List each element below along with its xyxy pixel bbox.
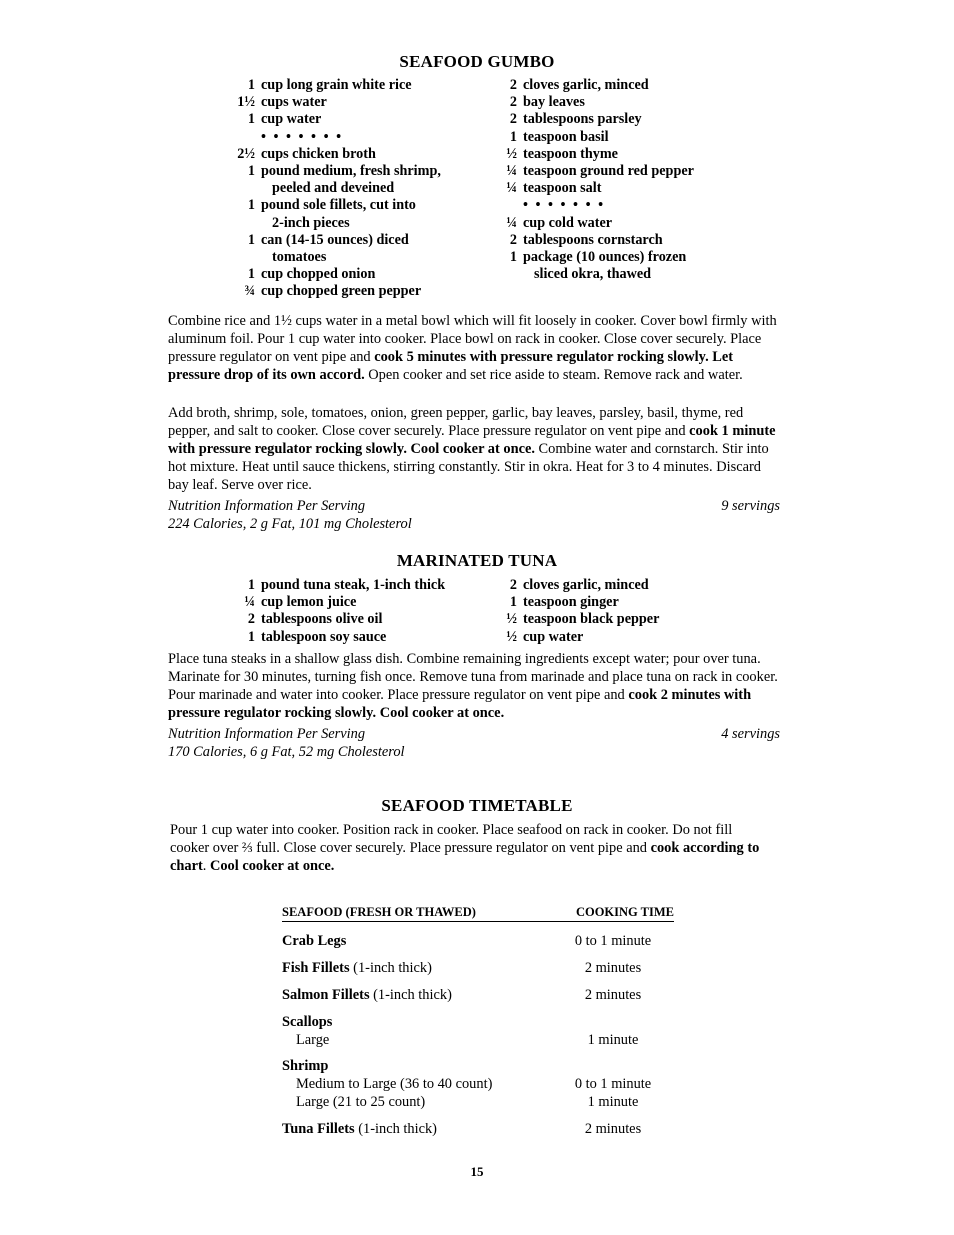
ingredient-row xyxy=(496,577,659,594)
ingredient-quantity: ¾ xyxy=(244,283,255,300)
ingredient-row xyxy=(496,232,694,249)
ingredient-text: cup water xyxy=(261,111,322,128)
ingredient-row xyxy=(496,180,694,197)
ingredient-quantity: 2 xyxy=(509,231,517,248)
cooking-time: 2 minutes xyxy=(584,960,642,976)
bold-instruction: cook 5 minutes with pressure regulator rocking slowly. Let pressure drop of its own accord. xyxy=(168,349,734,383)
ingredient-row xyxy=(496,146,694,163)
instruction-text: Combine water and cornstarch. Stir into hot mixture. Heat until sauce thickens, stirring constantly. Stir in okra. Heat for 3 to 4 minutes. Discard bay leaf. Serve over rice. xyxy=(168,441,769,493)
timetable-header-rule xyxy=(282,921,674,922)
ingredient-quantity: ½ xyxy=(506,628,517,645)
ingredient-text: 2-inch pieces xyxy=(272,214,350,231)
seafood-name xyxy=(282,1013,332,1031)
seafood-label: Tuna Fillets xyxy=(282,1121,355,1137)
seafood-size: Large xyxy=(296,1032,330,1048)
ingredient-text: teaspoon salt xyxy=(523,180,602,197)
cooking-time: 2 minutes xyxy=(584,1121,642,1137)
ingredient-text: teaspoon black pepper xyxy=(523,611,660,628)
col-time-header: COOKING TIME xyxy=(575,905,674,919)
ingredient-quantity: 1 xyxy=(247,628,255,645)
ingredient-row xyxy=(234,180,441,197)
ingredient-quantity: ¼ xyxy=(506,162,517,179)
tuna-instructions xyxy=(168,650,780,722)
ingredient-text: cup chopped onion xyxy=(261,266,376,283)
ingredient-row xyxy=(496,94,694,111)
ingredient-quantity: 2 xyxy=(509,94,517,111)
ingredient-row xyxy=(234,629,445,646)
instruction-text: . xyxy=(202,858,210,874)
ingredient-quantity: 1 xyxy=(247,577,255,593)
seafood-name xyxy=(282,1120,437,1138)
ingredient-text: teaspoon ground red pepper xyxy=(523,162,694,179)
timetable-instructions xyxy=(170,821,770,875)
ingredient-quantity: 1 xyxy=(509,128,517,145)
ingredient-quantity: 1½ xyxy=(237,94,255,111)
ingredient-quantity: 1 xyxy=(247,197,255,214)
ingredient-separator: • • • • • • • xyxy=(261,128,344,145)
ingredient-quantity: ½ xyxy=(506,145,517,162)
ingredient-row xyxy=(234,215,441,232)
ingredient-quantity: 2 xyxy=(247,611,255,628)
instruction-text: Place tuna steaks in a shallow glass dish. Combine remaining ingredients except water; pour over tuna. Marinate for 30 minutes, turning fish once. Remove tuna from marinade and place tuna on rack in cooker. Pour marinade and water into cooker. Place pressure regulator on vent pipe and xyxy=(168,651,778,703)
ingredient-text: cup chopped green pepper xyxy=(261,283,422,300)
ingredient-quantity: 1 xyxy=(509,248,517,265)
ingredient-quantity: 2 xyxy=(509,111,517,128)
seafood-label: Crab Legs xyxy=(282,933,347,949)
seafood-name xyxy=(282,932,346,950)
ingredient-row xyxy=(234,577,445,594)
ingredient-text: teaspoon ginger xyxy=(523,594,619,611)
ingredient-quantity: 1 xyxy=(247,162,255,179)
ingredient-text: pound sole fillets, cut into xyxy=(261,197,416,214)
servings: 4 servings xyxy=(721,726,780,742)
bold-instruction: Cool cooker at once. xyxy=(209,858,335,874)
ingredient-row xyxy=(234,163,441,180)
seafood-label: Fish Fillets xyxy=(282,960,350,976)
ingredient-text: cups chicken broth xyxy=(261,145,376,162)
ingredient-row xyxy=(496,129,694,146)
ingredient-text: cloves garlic, minced xyxy=(523,77,649,93)
ingredient-separator: • • • • • • • xyxy=(523,197,606,214)
cooking-time: 1 minute xyxy=(587,1032,639,1048)
ingredient-quantity: 1 xyxy=(247,111,255,128)
ingredient-text: package (10 ounces) frozen xyxy=(523,248,687,265)
ingredient-quantity xyxy=(496,266,517,283)
ingredient-quantity: 1 xyxy=(247,231,255,248)
ingredient-row xyxy=(234,266,441,283)
gumbo-instructions-2 xyxy=(168,404,780,494)
seafood-size: Medium to Large (36 to 40 count) xyxy=(296,1076,493,1092)
ingredient-row xyxy=(234,232,441,249)
nutrition-values: 224 Calories, 2 g Fat, 101 mg Cholesterol xyxy=(168,516,412,532)
ingredient-quantity xyxy=(496,197,517,214)
seafood-name xyxy=(282,986,452,1004)
seafood-note: (1-inch thick) xyxy=(369,987,452,1003)
ingredient-text: teaspoon thyme xyxy=(523,145,618,162)
instruction-text: Combine rice and 1½ cups water in a metal bowl which will fit loosely in cooker. Cover bowl firmly with aluminum foil. Pour 1 cup water into cooker. Place bowl on rack in cooker. Close cover securely. Place pressure regulator on vent pipe and xyxy=(168,313,777,365)
ingredient-row xyxy=(496,266,694,283)
cooking-time: 2 minutes xyxy=(584,987,642,1003)
gumbo-instructions-1 xyxy=(168,312,780,384)
ingredient-text: sliced okra, thawed xyxy=(534,266,652,283)
timetable-header xyxy=(282,905,674,921)
cooking-time: 0 to 1 minute xyxy=(574,933,652,949)
ingredient-text: pound medium, fresh shrimp, xyxy=(261,162,441,179)
nutrition-label: Nutrition Information Per Serving xyxy=(168,498,366,514)
ingredient-quantity: ½ xyxy=(506,611,517,628)
ingredient-row xyxy=(496,594,659,611)
tuna-title: MARINATED TUNA xyxy=(396,551,558,570)
seafood-size: Large (21 to 25 count) xyxy=(296,1094,426,1110)
ingredient-row xyxy=(234,283,441,300)
ingredient-text: cloves garlic, minced xyxy=(523,577,649,593)
nutrition-label: Nutrition Information Per Serving xyxy=(168,726,366,742)
ingredient-row xyxy=(496,111,694,128)
ingredient-row xyxy=(234,94,441,111)
ingredient-text: peeled and deveined xyxy=(272,180,395,197)
ingredient-quantity xyxy=(234,129,255,146)
page-number: 15 xyxy=(470,1164,484,1179)
seafood-label: Salmon Fillets xyxy=(282,987,370,1003)
ingredient-text: pound tuna steak, 1-inch thick xyxy=(261,577,446,593)
ingredient-text: cup lemon juice xyxy=(261,594,357,611)
ingredient-quantity: ¼ xyxy=(506,214,517,231)
ingredient-quantity: ¼ xyxy=(244,594,255,611)
nutrition-values: 170 Calories, 6 g Fat, 52 mg Cholesterol xyxy=(168,744,405,760)
ingredient-text: cup long grain white rice xyxy=(261,77,412,93)
ingredient-text: cup cold water xyxy=(523,214,613,231)
ingredient-text: can (14-15 ounces) diced xyxy=(261,231,409,248)
ingredient-row xyxy=(496,215,694,232)
tuna-ingredients-right xyxy=(496,577,659,646)
tuna-nutrition xyxy=(168,725,780,761)
ingredient-quantity xyxy=(234,180,255,197)
ingredient-text: bay leaves xyxy=(523,94,585,111)
servings: 9 servings xyxy=(721,498,780,514)
bold-instruction: cook 2 minutes with pressure regulator rocking slowly. Cool cooker at once. xyxy=(168,687,752,721)
ingredient-row xyxy=(234,146,441,163)
ingredient-quantity: 1 xyxy=(247,266,255,283)
bold-instruction: cook according to chart xyxy=(170,840,760,874)
ingredient-text: tomatoes xyxy=(272,248,327,265)
ingredient-text: tablespoons parsley xyxy=(523,111,642,128)
ingredient-text: teaspoon basil xyxy=(523,128,609,145)
ingredient-row xyxy=(234,611,445,628)
ingredient-row xyxy=(234,197,441,214)
seafood-name xyxy=(282,1057,328,1075)
ingredient-quantity: 2 xyxy=(509,577,517,593)
ingredient-row xyxy=(496,77,694,94)
tuna-ingredients-left xyxy=(234,577,445,646)
ingredient-row xyxy=(496,197,694,214)
ingredient-row xyxy=(496,249,694,266)
gumbo-ingredients-left xyxy=(234,77,441,300)
seafood-name xyxy=(282,959,432,977)
instruction-text: Open cooker and set rice aside to steam. Remove rack and water. xyxy=(364,367,743,383)
seafood-label: Scallops xyxy=(282,1014,333,1030)
ingredient-text: cups water xyxy=(261,94,327,111)
ingredient-quantity: 2 xyxy=(509,77,517,93)
ingredient-row xyxy=(234,594,445,611)
gumbo-title: SEAFOOD GUMBO xyxy=(399,52,555,71)
bold-instruction: cook 1 minute with pressure regulator rocking slowly. Cool cooker at once. xyxy=(168,423,776,457)
instruction-text: Add broth, shrimp, sole, tomatoes, onion, green pepper, garlic, bay leaves, parsley, basil, thyme, red pepper, and salt to cooker. Close cover securely. Place pressure regulator on vent pipe and xyxy=(168,405,744,439)
cooking-time: 1 minute xyxy=(587,1094,639,1110)
ingredient-quantity xyxy=(234,249,255,266)
ingredient-row xyxy=(234,249,441,266)
seafood-note: (1-inch thick) xyxy=(349,960,432,976)
seafood-note: (1-inch thick) xyxy=(354,1121,437,1137)
ingredient-quantity: 1 xyxy=(247,77,255,93)
instruction-text: Pour 1 cup water into cooker. Position rack in cooker. Place seafood on rack in cooker. Do not fill cooker over ⅔ full. Close cover securely. Place pressure regulator on vent pipe and xyxy=(170,822,733,856)
ingredient-row xyxy=(496,163,694,180)
ingredient-row xyxy=(234,111,441,128)
ingredient-row xyxy=(234,129,441,146)
ingredient-quantity: ¼ xyxy=(506,180,517,197)
ingredient-text: tablespoons olive oil xyxy=(261,611,383,628)
ingredient-quantity: 2½ xyxy=(237,145,255,162)
ingredient-text: tablespoons cornstarch xyxy=(523,231,663,248)
seafood-label: Shrimp xyxy=(282,1058,329,1074)
col-seafood-header: SEAFOOD (FRESH OR THAWED) xyxy=(282,905,476,919)
ingredient-quantity: 1 xyxy=(509,594,517,611)
cooking-time: 0 to 1 minute xyxy=(574,1076,652,1092)
timetable-title: SEAFOOD TIMETABLE xyxy=(381,796,573,815)
ingredient-row xyxy=(496,629,659,646)
ingredient-row xyxy=(496,611,659,628)
ingredient-text: tablespoon soy sauce xyxy=(261,628,387,645)
ingredient-row xyxy=(234,77,441,94)
gumbo-ingredients-right xyxy=(496,77,694,283)
gumbo-nutrition xyxy=(168,497,780,533)
ingredient-text: cup water xyxy=(523,628,584,645)
ingredient-quantity xyxy=(234,215,255,232)
